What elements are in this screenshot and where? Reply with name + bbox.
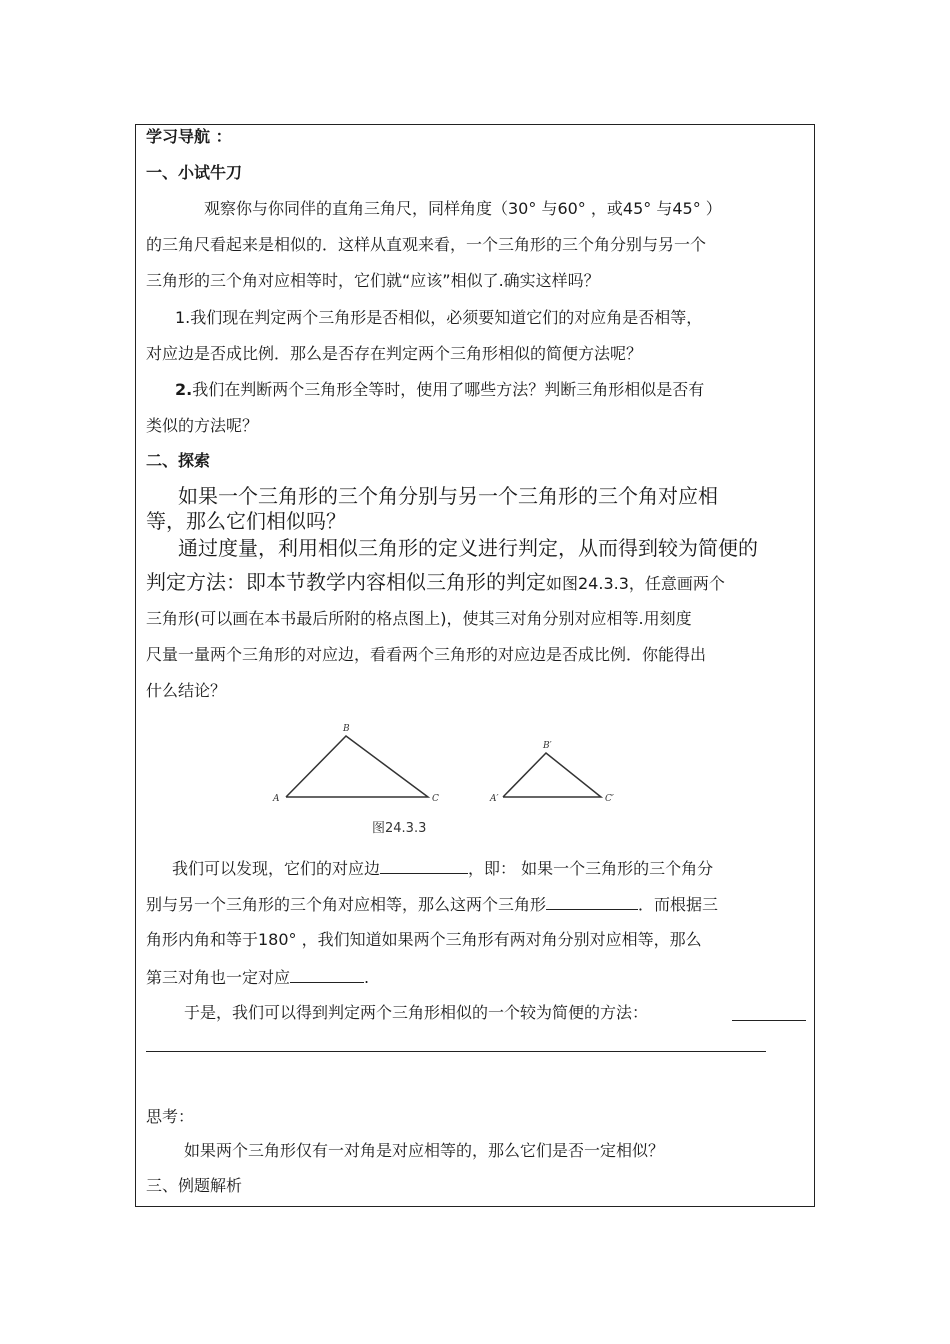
answer-line[interactable] <box>146 1051 766 1052</box>
fill-line-4 <box>146 966 369 988</box>
fill-line-2-end: ．而根据三 <box>638 895 719 914</box>
vertex-label-a: A <box>273 794 280 804</box>
vertex-label-c: C <box>432 794 439 804</box>
vertex-label-b: B <box>343 724 350 734</box>
section-1-para-line: 的三角尺看起来是相似的．这样从直观来看，一个三角形的三个角分别与另一个 <box>146 235 707 254</box>
figure-reference-text: 如图24.3.3，任意画两个 <box>546 574 725 593</box>
question-2-text: 我们在判断两个三角形全等时，使用了哪些方法？判断三角形相似是否有 <box>192 380 705 399</box>
fill-line-2 <box>146 893 718 915</box>
section-1-title: 一、小试牛刀 <box>146 163 243 182</box>
fill-line-4-end: . <box>364 968 370 987</box>
explore-line: 三角形(可以画在本书最后所附的格点图上)，使其三对角分别对应相等.用刻度 <box>146 609 692 628</box>
answer-blank-1[interactable] <box>380 857 468 874</box>
fill-line-5: 于是，我们可以得到判定两个三角形相似的一个较为简便的方法： <box>184 1003 649 1022</box>
question-1-line: 1.我们现在判定两个三角形是否相似，必须要知道它们的对应角是否相等， <box>175 308 703 327</box>
answer-blank-3[interactable] <box>290 966 364 983</box>
answer-blank-2[interactable] <box>546 893 638 910</box>
figure-caption: 图24.3.3 <box>372 821 427 836</box>
explore-method-text: 判定方法：即本节教学内容相似三角形的判定 <box>146 570 546 594</box>
think-label: 思考： <box>146 1107 195 1126</box>
answer-blank-4[interactable] <box>732 1020 806 1021</box>
explore-line: 通过度量，利用相似三角形的定义进行判定，从而得到较为简便的 <box>178 536 758 560</box>
triangle-a-prime-b-prime-c-prime <box>489 741 614 804</box>
triangle-abc <box>272 724 439 804</box>
fill-line-1-end: ，即： 如果一个三角形的三个角分 <box>468 859 714 878</box>
section-1-para-line: 观察你与你同伴的直角三角尺，同样角度（30° 与60° ，或45° 与45° ） <box>204 199 722 218</box>
explore-line: 什么结论？ <box>146 681 227 700</box>
fill-line-3: 角形内角和等于180° ，我们知道如果两个三角形有两对角分别对应相等，那么 <box>146 930 702 949</box>
fill-line-1 <box>172 857 713 879</box>
explore-line: 等，那么它们相似吗？ <box>146 509 346 533</box>
fill-line-1-start: 我们可以发现，它们的对应边 <box>172 859 381 878</box>
vertex-label-c-prime: C′ <box>605 794 614 804</box>
question-1-line: 对应边是否成比例．那么是否存在判定两个三角形相似的简便方法呢？ <box>146 344 643 363</box>
think-question: 如果两个三角形仅有一对角是对应相等的，那么它们是否一定相似？ <box>184 1141 665 1160</box>
explore-line: 如果一个三角形的三个角分别与另一个三角形的三个角对应相 <box>178 484 718 508</box>
question-2-number: 2. <box>175 380 193 399</box>
header-title: 学习导航 ： <box>146 127 232 146</box>
section-1-para-line: 三角形的三个角对应相等时，它们就“应该”相似了.确实这样吗？ <box>146 271 600 290</box>
section-2-title: 二、探索 <box>146 451 211 470</box>
vertex-label-a-prime: A′ <box>490 794 499 804</box>
fill-line-4-start: 第三对角也一定对应 <box>146 968 291 987</box>
vertex-label-b-prime: B′ <box>543 741 552 751</box>
section-3-title: 三、例题解析 <box>146 1176 243 1195</box>
explore-line: 尺量一量两个三角形的对应边，看看两个三角形的对应边是否成比例．你能得出 <box>146 645 707 664</box>
fill-line-2-start: 别与另一个三角形的三个角对应相等，那么这两个三角形 <box>146 895 547 914</box>
question-2-line: 类似的方法呢？ <box>146 416 259 435</box>
